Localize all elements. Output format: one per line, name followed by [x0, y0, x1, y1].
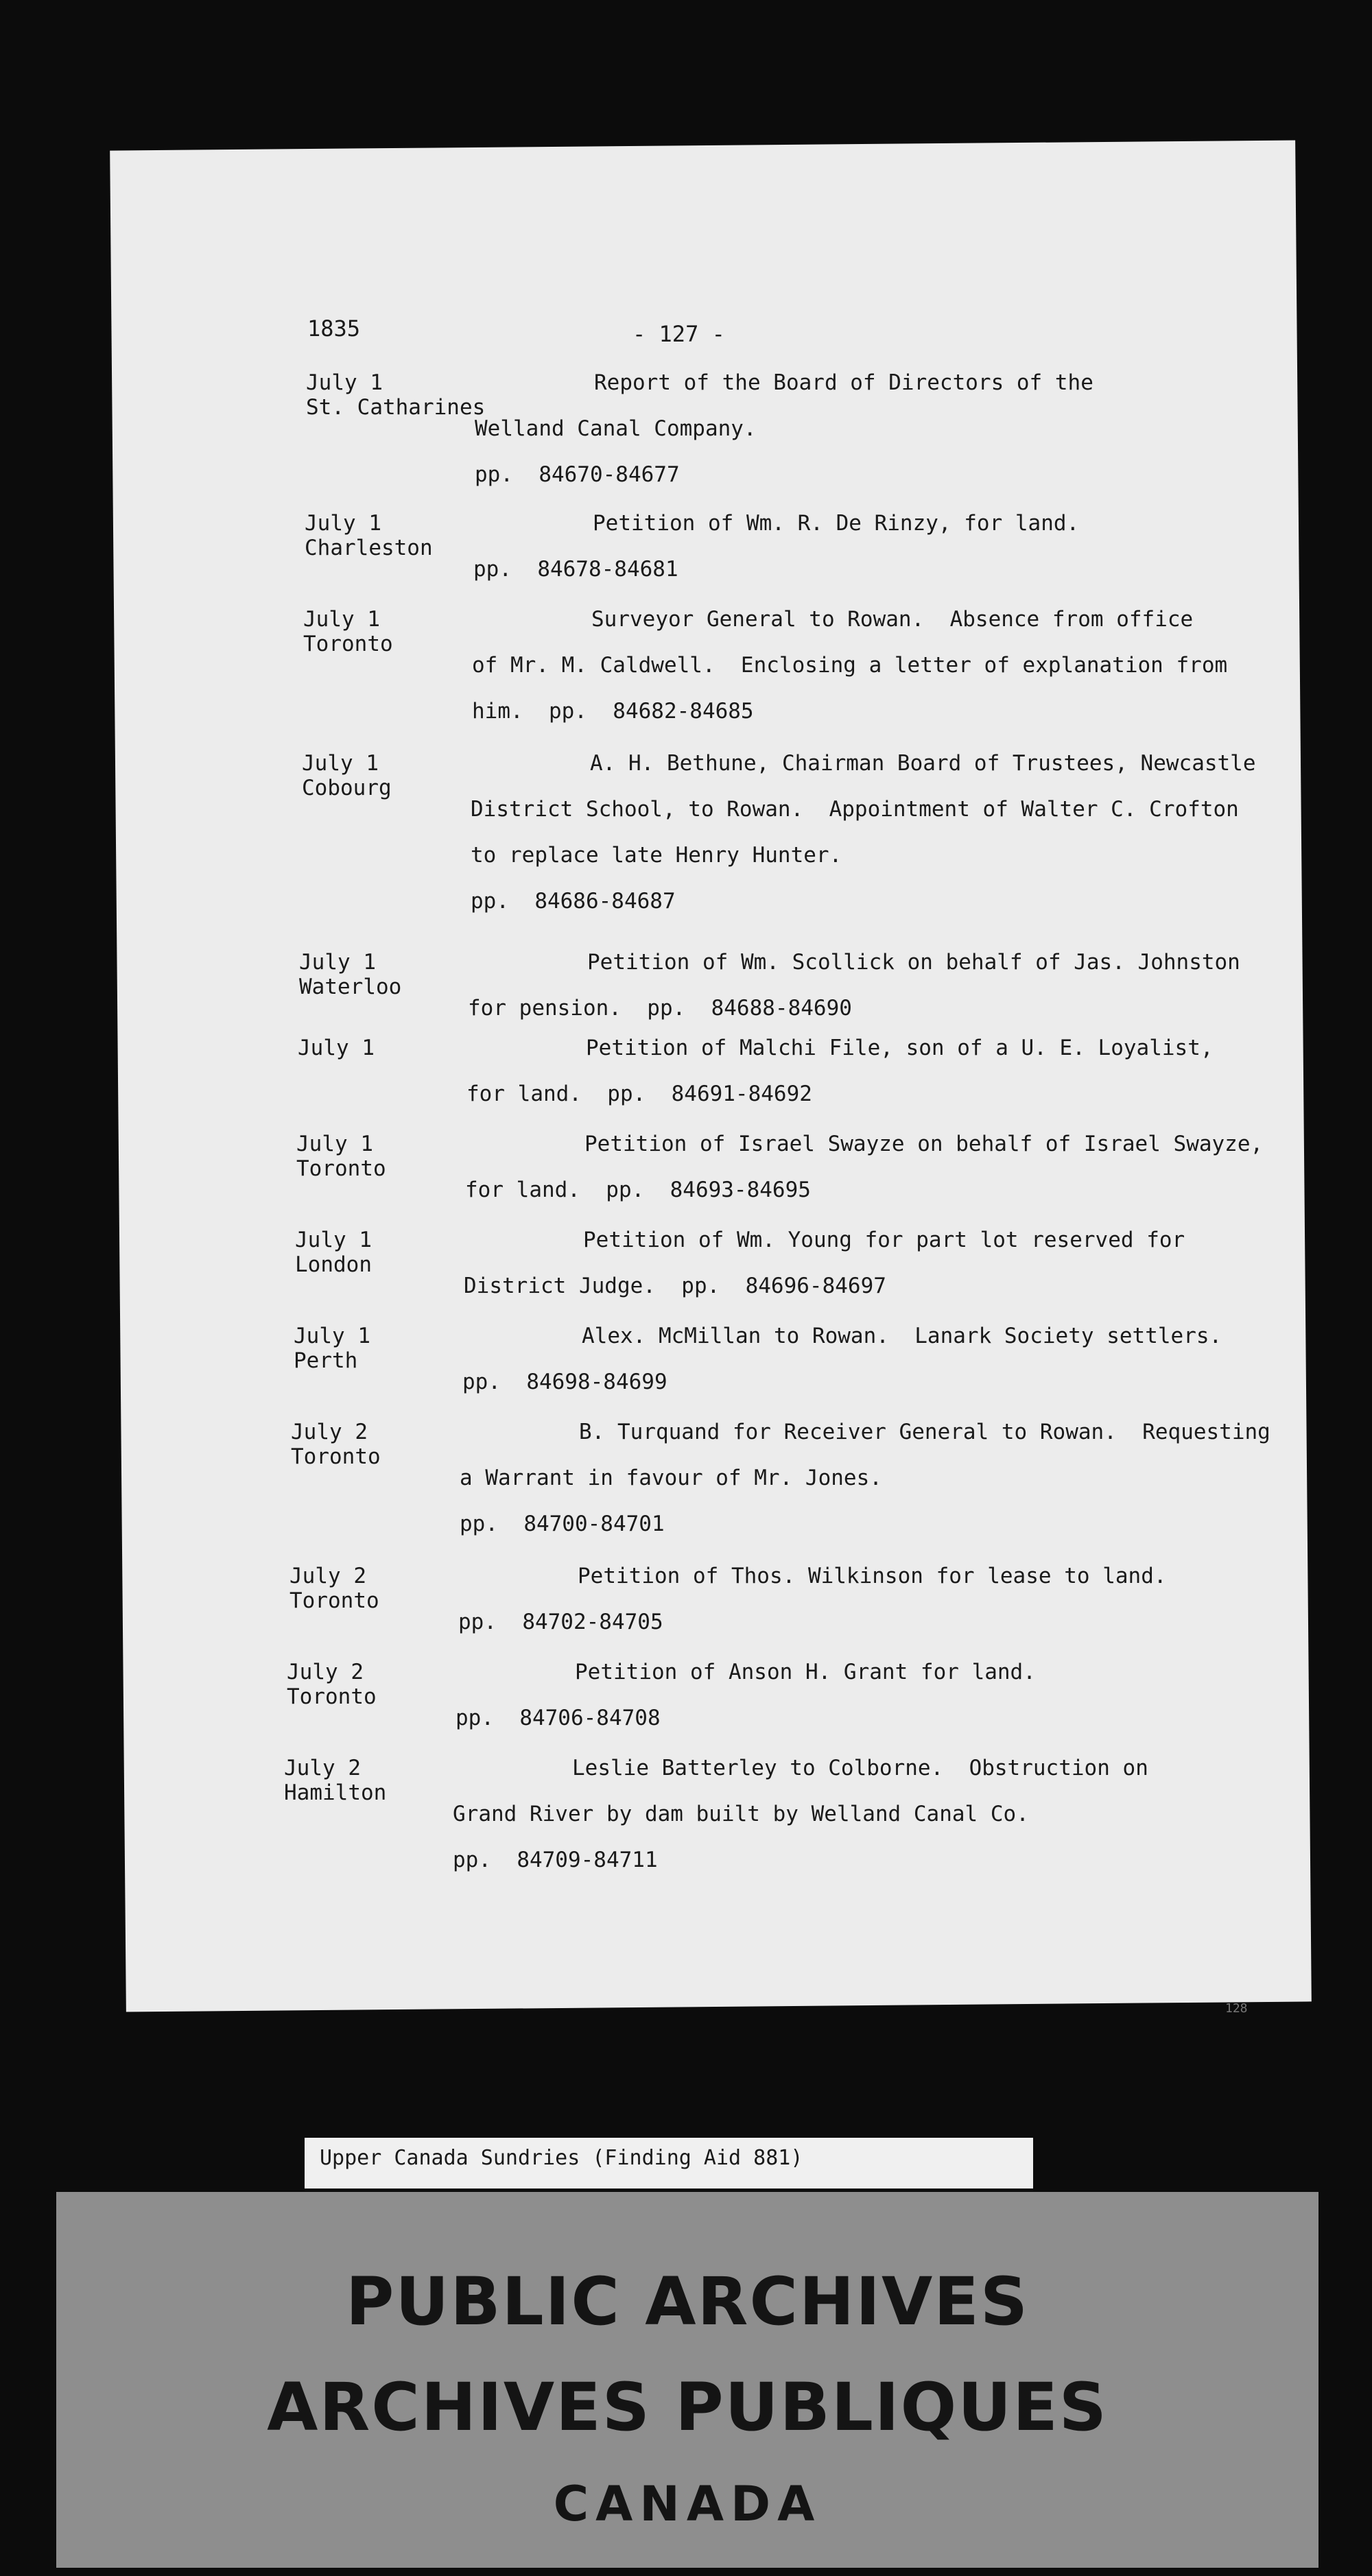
- entry-date-place: [298, 1036, 375, 1060]
- entry-place: Charleston: [305, 536, 433, 560]
- entry-description-first-line: A. H. Bethune, Chairman Board of Trustees, Newcastle: [590, 751, 1256, 776]
- entry-date-place: [294, 1324, 370, 1373]
- entry-description-line: pp. 84700-84701: [460, 1512, 665, 1536]
- entry-date-place: [289, 1564, 379, 1613]
- entry-date-place: [296, 1132, 386, 1181]
- entry-date: July 2: [291, 1420, 368, 1444]
- entry-place: Toronto: [296, 1156, 386, 1181]
- entry-place: Perth: [294, 1348, 358, 1373]
- entry-description-line: Welland Canal Company.: [475, 416, 757, 441]
- entry-place: Toronto: [291, 1444, 381, 1469]
- entry-description-line: District Judge. pp. 84696-84697: [464, 1274, 886, 1298]
- entry-description-line: to replace late Henry Hunter.: [471, 843, 842, 868]
- entry-description-first-line: Alex. McMillan to Rowan. Lanark Society settlers.: [582, 1324, 1222, 1348]
- entry-place: Toronto: [303, 632, 393, 656]
- entry-description-line: District School, to Rowan. Appointment of Walter C. Crofton: [471, 797, 1239, 822]
- entry-date: July 1: [302, 751, 379, 776]
- entry-description-line: pp. 84698-84699: [462, 1370, 667, 1394]
- entry-place: St. Catharines: [306, 395, 486, 420]
- entry-date: July 2: [287, 1660, 364, 1684]
- entry-description-line: pp. 84706-84708: [456, 1706, 661, 1730]
- entry-date-place: [291, 1420, 381, 1469]
- finding-aid-label: [305, 2138, 1033, 2189]
- entry-description-line: pp. 84670-84677: [475, 462, 680, 487]
- entry-description-first-line: Leslie Batterley to Colborne. Obstruction on: [572, 1756, 1148, 1780]
- entry-date: July 1: [294, 1324, 370, 1348]
- entry-date: July 1: [303, 607, 380, 632]
- entry-date-place: [303, 607, 393, 656]
- entry-date-place: [305, 511, 433, 560]
- entry-date: July 1: [296, 1132, 373, 1156]
- entry-description-line: for land. pp. 84691-84692: [466, 1082, 812, 1106]
- entry-description-first-line: Petition of Wm. Scollick on behalf of Jas. Johnston: [587, 950, 1240, 975]
- entry-description-line: a Warrant in favour of Mr. Jones.: [460, 1466, 882, 1490]
- entry-description-line: for pension. pp. 84688-84690: [468, 996, 852, 1021]
- entry-description-line: pp. 84702-84705: [458, 1610, 663, 1634]
- entry-date-place: [284, 1756, 386, 1805]
- entry-description-line: him. pp. 84682-84685: [472, 699, 754, 724]
- entry-place: Waterloo: [299, 975, 402, 999]
- archives-stamp: [56, 2192, 1318, 2568]
- document-year: 1835: [307, 315, 361, 342]
- entry-description-first-line: Petition of Malchi File, son of a U. E. Loyalist,: [586, 1036, 1214, 1060]
- entry-description-first-line: Petition of Thos. Wilkinson for lease to land.: [578, 1564, 1167, 1588]
- entry-date-place: [306, 370, 485, 420]
- entry-description-first-line: Report of the Board of Directors of the: [594, 370, 1093, 395]
- entry-date: July 2: [284, 1756, 361, 1780]
- entry-date-place: [299, 950, 401, 999]
- corner-mark: 128: [1225, 2001, 1248, 2016]
- entry-description-line: Grand River by dam built by Welland Canal Co.: [453, 1802, 1029, 1826]
- entry-date: July 1: [305, 511, 381, 536]
- stamp-line-country: CANADA: [553, 2476, 822, 2532]
- entry-date: July 1: [306, 370, 383, 395]
- entry-date-place: [302, 751, 392, 800]
- entry-description-first-line: Petition of Wm. Young for part lot reserved for: [583, 1228, 1185, 1252]
- entry-date: July 1: [298, 1036, 375, 1060]
- entry-description-first-line: B. Turquand for Receiver General to Rowan. Requesting: [579, 1420, 1270, 1444]
- entry-description-first-line: Petition of Anson H. Grant for land.: [575, 1660, 1036, 1684]
- finding-aid-text: Upper Canada Sundries (Finding Aid 881): [320, 2146, 803, 2170]
- entry-description-first-line: Petition of Israel Swayze on behalf of Israel Swayze,: [584, 1132, 1264, 1156]
- stamp-line-english: PUBLIC ARCHIVES: [346, 2263, 1029, 2340]
- entry-place: London: [295, 1252, 372, 1277]
- entry-place: Toronto: [287, 1684, 377, 1709]
- entry-description-first-line: Surveyor General to Rowan. Absence from office: [591, 607, 1194, 632]
- entry-date-place: [295, 1228, 372, 1277]
- entry-place: Cobourg: [302, 776, 392, 800]
- entry-date: July 1: [299, 950, 376, 975]
- entry-description-line: for land. pp. 84693-84695: [465, 1178, 811, 1202]
- entry-place: Toronto: [289, 1588, 379, 1613]
- entry-description-line: pp. 84678-84681: [473, 557, 678, 582]
- entry-date: July 1: [295, 1228, 372, 1252]
- entry-description-line: pp. 84709-84711: [453, 1848, 658, 1872]
- entry-description-first-line: Petition of Wm. R. De Rinzy, for land.: [593, 511, 1080, 536]
- entry-description-line: pp. 84686-84687: [471, 889, 676, 914]
- stamp-line-french: ARCHIVES PUBLIQUES: [267, 2369, 1108, 2446]
- entry-date: July 2: [289, 1564, 366, 1588]
- page-number: - 127 -: [632, 321, 725, 347]
- entry-description-line: of Mr. M. Caldwell. Enclosing a letter of explanation from: [472, 653, 1228, 678]
- entry-place: Hamilton: [284, 1780, 387, 1805]
- entry-date-place: [287, 1660, 377, 1709]
